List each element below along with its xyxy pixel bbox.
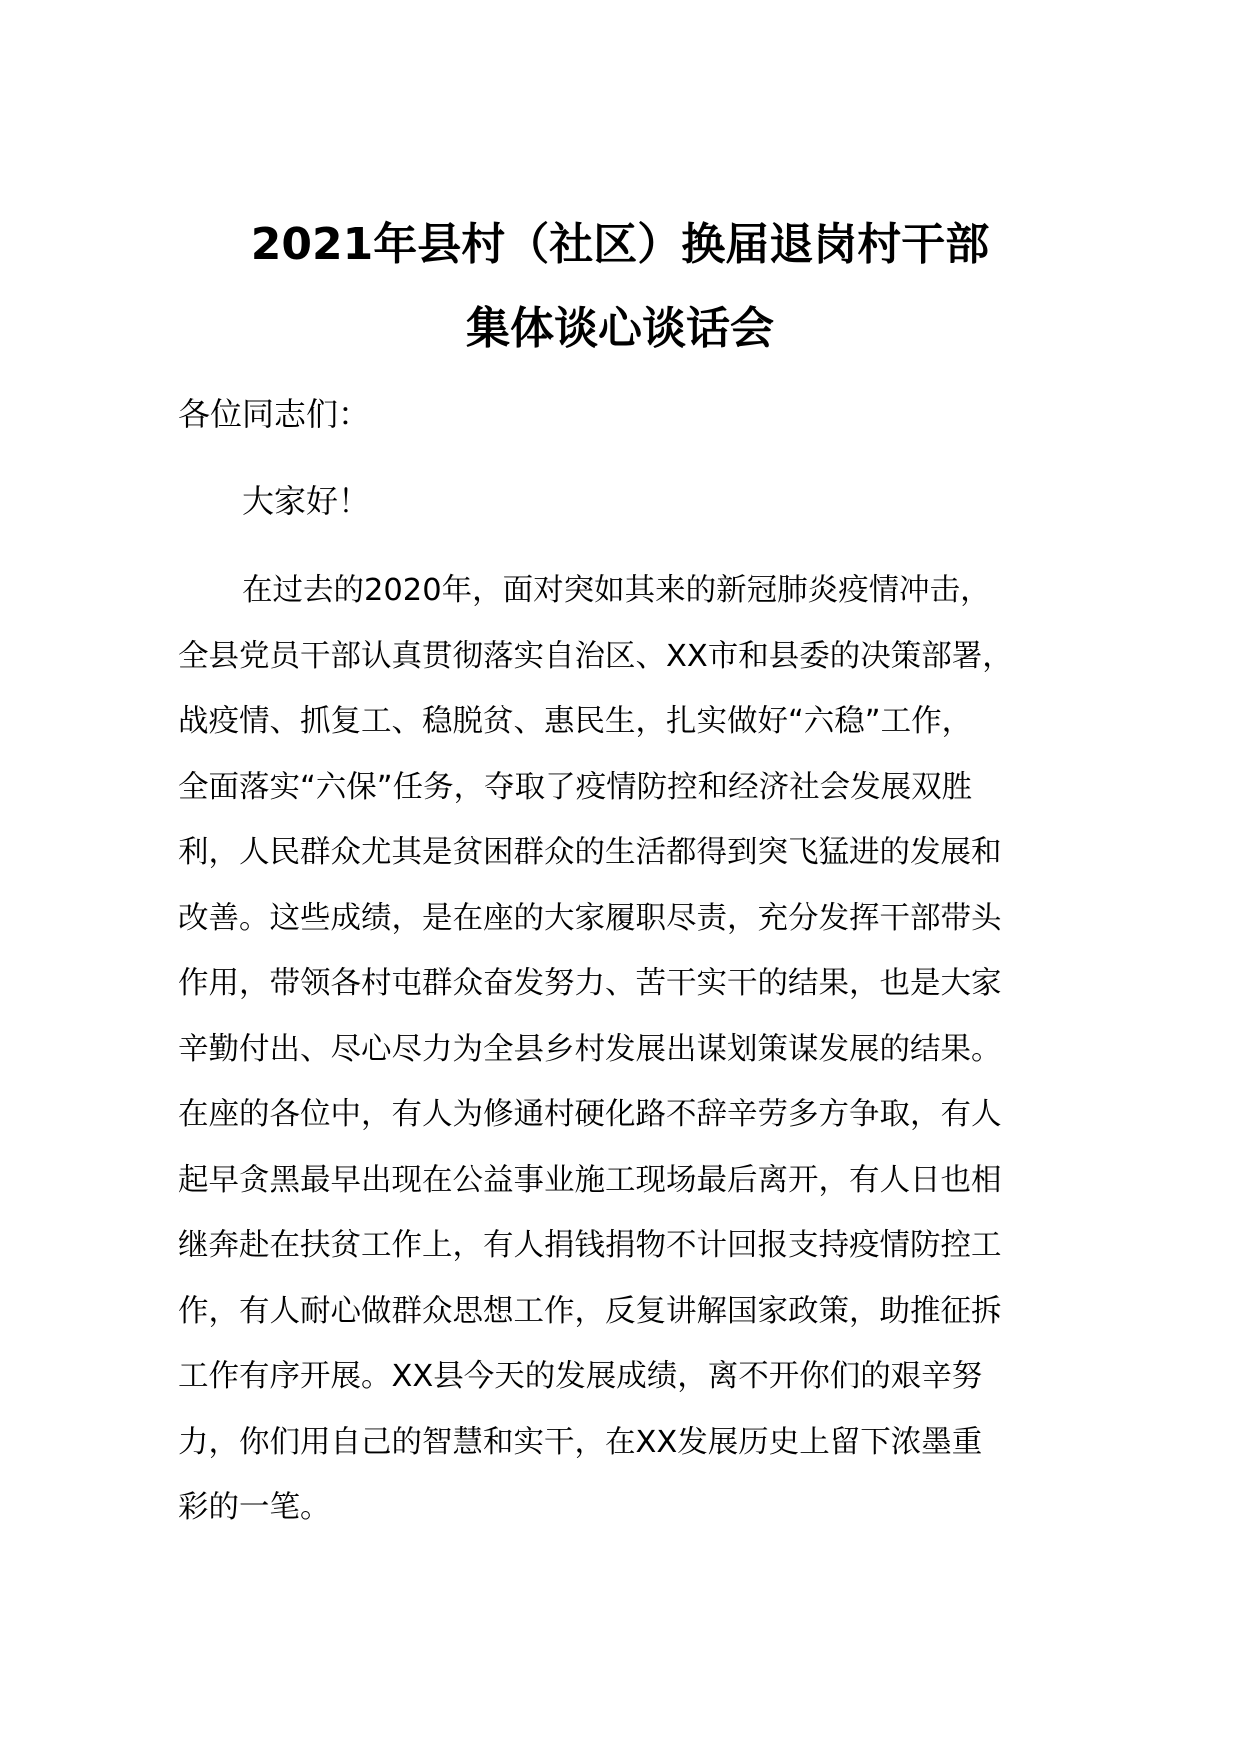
- paragraph-line: 作，有人耐心做群众思想工作，反复讲解国家政策，助推征拆: [178, 1293, 1002, 1329]
- paragraph-line: 作用，带领各村屯群众奋发努力、苦干实干的结果，也是大家: [178, 966, 1002, 1001]
- paragraph-line: 全县党员干部认真贯彻落实自治区、XX市和县委的决策部署，: [178, 638, 1013, 674]
- paragraph-line: 工作有序开展。XX县今天的发展成绩，离不开你们的艰辛努: [178, 1359, 983, 1394]
- paragraph-line: 辛勤付出、尽心尽力为全县乡村发展出谋划策谋发展的结果。: [178, 1031, 1002, 1067]
- paragraph-line: 起早贪黑最早出现在公益事业施工现场最后离开，有人日也相: [178, 1162, 1002, 1198]
- body-paragraph: [178, 558, 1118, 1541]
- document-title-line-2: 集体谈心谈话会: [466, 303, 774, 354]
- paragraph-line: 改善。这些成绩，是在座的大家履职尽责，充分发挥干部带头: [178, 900, 1002, 936]
- salutation: 各位同志们：: [178, 395, 371, 433]
- paragraph-line: 利，人民群众尤其是贫困群众的生活都得到突飞猛进的发展和: [178, 835, 1002, 870]
- document-title-line-1: 2021年县村（社区）换届退岗村干部: [250, 219, 990, 270]
- paragraph-line: 全面落实“六保”任务，夺取了疫情防控和经济社会发展双胜: [178, 769, 973, 805]
- paragraph-line: 在过去的2020年，面对突如其来的新冠肺炎疫情冲击，: [242, 573, 991, 608]
- paragraph-line: 彩的一笔。: [178, 1490, 331, 1525]
- paragraph-line: 力，你们用自己的智慧和实干，在XX发展历史上留下浓墨重: [178, 1424, 983, 1460]
- greeting: 大家好！: [242, 482, 371, 520]
- paragraph-line: 继奔赴在扶贫工作上，有人捐钱捐物不计回报支持疫情防控工: [178, 1228, 1002, 1263]
- paragraph-line: 在座的各位中，有人为修通村硬化路不辞辛劳多方争取，有人: [178, 1097, 1002, 1132]
- paragraph-line: 战疫情、抓复工、稳脱贫、惠民生，扎实做好“六稳”工作，: [178, 704, 973, 739]
